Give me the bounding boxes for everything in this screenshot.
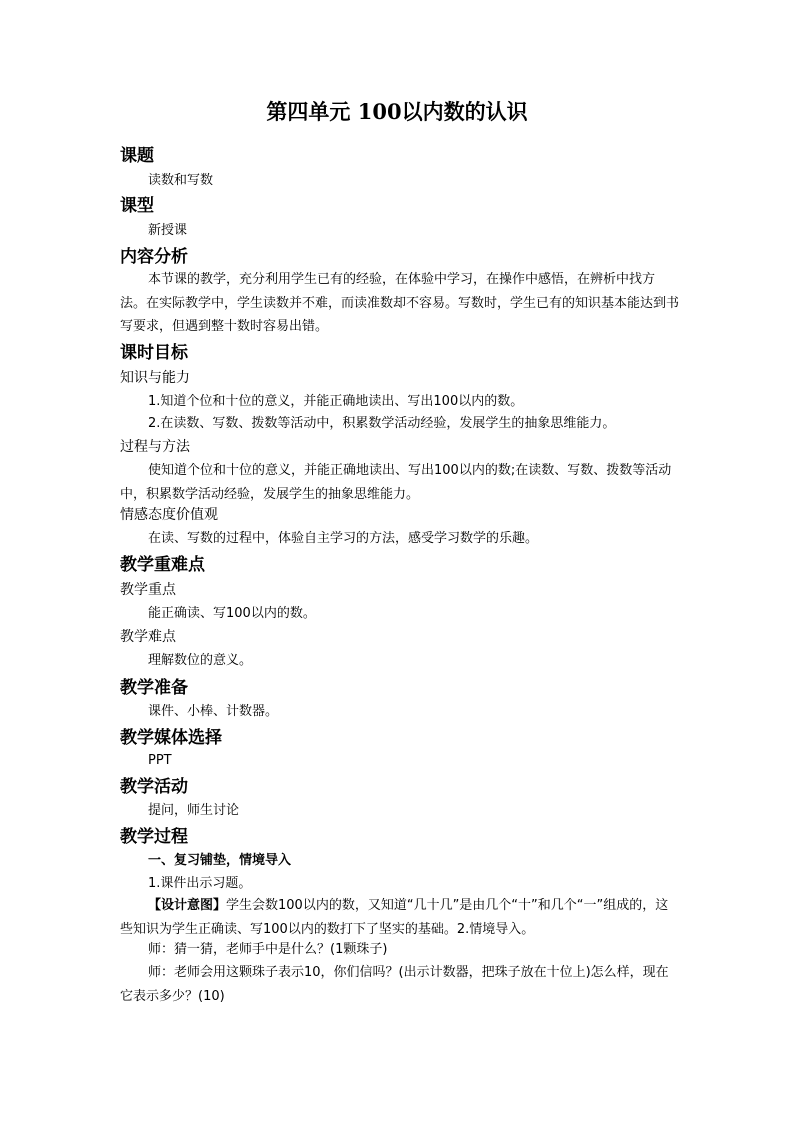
knowledge-item-1: 1.知道个位和十位的意义，并能正确地读出、写出100以内的数。	[148, 394, 524, 409]
heading-preparation: 教学准备	[120, 678, 188, 698]
course-title-text: 读数和写数	[148, 173, 214, 188]
heading-objectives: 课时目标	[120, 343, 188, 363]
heading-content-analysis: 内容分析	[120, 247, 188, 267]
heading-lesson-type: 课型	[120, 196, 154, 216]
lesson-type-text: 新授课	[148, 223, 188, 238]
design-intent-label: 【设计意图】	[148, 898, 227, 913]
label-difficulty: 教学难点	[120, 629, 176, 645]
difficulty-text: 理解数位的意义。	[148, 653, 253, 668]
process-method-text: 使知道个位和十位的意义，并能正确地读出、写出100以内的数;在读数、写数、拨数等活动中，积累数学活动经验，发展学生的抽象思维能力。	[120, 463, 672, 502]
emotion-text: 在读、写数的过程中，体验自主学习的方法，感受学习数学的乐趣。	[148, 531, 539, 546]
step1-item: 1.课件出示习题。	[148, 876, 252, 891]
heading-teaching-process: 教学过程	[120, 827, 188, 847]
label-focus: 教学重点	[120, 582, 176, 598]
step1-title: 一、复习铺垫，情境导入	[148, 853, 292, 868]
media-text: PPT	[148, 753, 172, 768]
heading-course-title: 课题	[120, 146, 154, 166]
activities-text: 提问，师生讨论	[148, 803, 240, 818]
focus-text: 能正确读、写100以内的数。	[148, 606, 316, 621]
heading-key-points: 教学重难点	[120, 555, 205, 575]
preparation-text: 课件、小棒、计数器。	[148, 704, 279, 719]
design-intent-text: 学生会数100以内的数，又知道“几十几”是由几个“十”和几个“一”组成的，这些知识为学生正确读、写100以内的数打下了坚实的基础。2.情境导入。	[120, 898, 669, 937]
label-process-method: 过程与方法	[120, 439, 190, 455]
label-knowledge: 知识与能力	[120, 370, 190, 386]
page-title: 第四单元 100以内数的认识	[266, 99, 528, 124]
content-analysis-text: 本节课的教学，充分利用学生已有的经验，在体验中学习，在操作中感悟，在辨析中找方法。在实际教学中，学生读数并不难，而读准数却不容易。写数时，学生已有的知识基本能达到书写要求，但遇到整十数时容易出错。	[120, 272, 680, 334]
knowledge-item-2: 2.在读数、写数、拨数等活动中，积累数学活动经验，发展学生的抽象思维能力。	[148, 416, 616, 431]
design-intent-paragraph	[120, 894, 680, 941]
dialog-line-2: 师：老师会用这颗珠子表示10，你们信吗？(出示计数器，把珠子放在十位上)怎么样，现在它表示多少？(10)	[120, 965, 669, 1004]
heading-activities: 教学活动	[120, 777, 188, 797]
label-emotion: 情感态度价值观	[120, 507, 218, 523]
dialog-line-1: 师：猜一猜，老师手中是什么？(1颗珠子)	[148, 942, 388, 957]
heading-media: 教学媒体选择	[120, 728, 222, 748]
